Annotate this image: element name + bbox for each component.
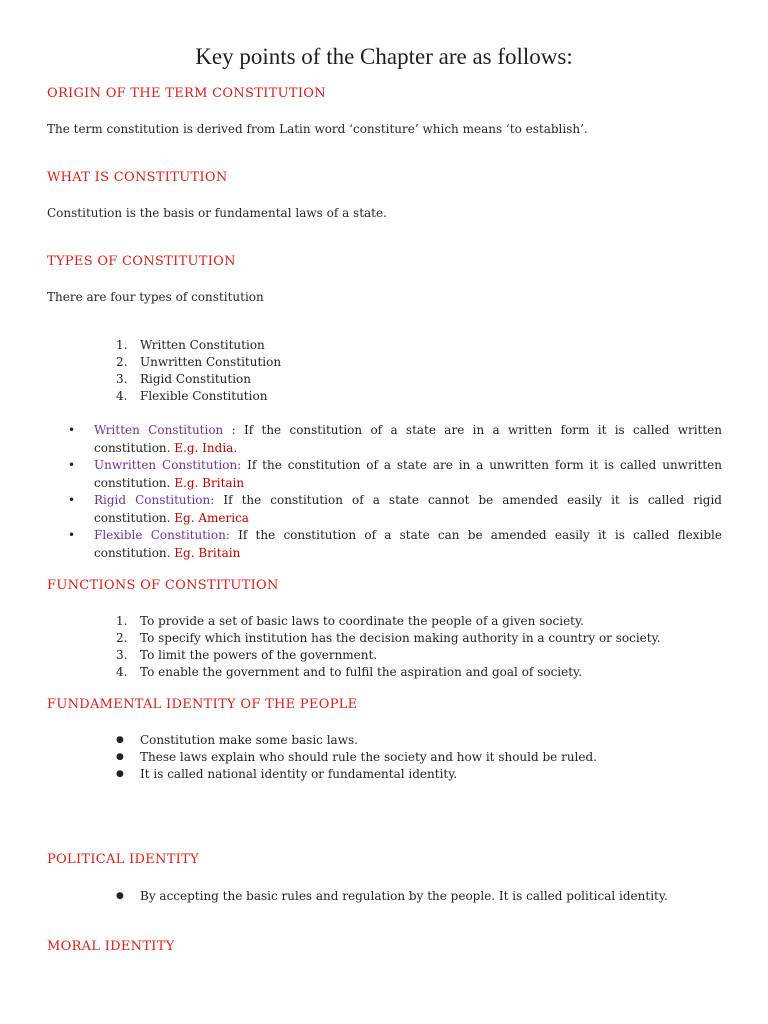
term-description: If the constitution of a state can be amended easily it is called flexible constitution.	[94, 528, 722, 560]
heading-what-is: WHAT IS CONSTITUTION	[47, 170, 228, 185]
heading-fundamental-identity: FUNDAMENTAL IDENTITY OF THE PEOPLE	[47, 697, 358, 712]
fundamental-identity-list	[116, 732, 597, 783]
list-item-text: Written Constitution	[140, 338, 265, 352]
list-item-text: Rigid Constitution	[140, 372, 252, 386]
page-title: Key points of the Chapter are as follows:	[195, 44, 573, 69]
heading-political-identity: POLITICAL IDENTITY	[47, 852, 199, 867]
list-item-text: To limit the powers of the government.	[140, 648, 378, 662]
example-label: Eg. Britain	[174, 545, 241, 560]
list-item	[116, 354, 281, 371]
list-item	[66, 492, 722, 527]
list-item	[116, 888, 668, 905]
list-item	[116, 388, 281, 405]
list-item-text: Constitution make some basic laws.	[140, 733, 358, 747]
list-item	[116, 766, 597, 783]
list-item	[116, 613, 661, 630]
list-item-text: To provide a set of basic laws to coordinate the people of a given society.	[140, 614, 584, 628]
political-identity-list	[116, 888, 668, 905]
types-list	[116, 337, 281, 405]
list-item-text: It is called national identity or fundamental identity.	[140, 767, 458, 781]
bullet-dot-icon: •	[68, 493, 76, 507]
list-number: 1.	[116, 338, 128, 352]
list-item	[66, 457, 722, 492]
term-separator	[230, 528, 238, 542]
list-number: 2.	[116, 355, 128, 369]
term-separator	[214, 493, 223, 507]
list-number: 4.	[116, 389, 128, 403]
list-number: 2.	[116, 631, 128, 645]
list-item	[66, 422, 722, 457]
bullet-dot-icon: ●	[116, 735, 124, 745]
list-item-text: Flexible Constitution	[140, 389, 268, 403]
list-number: 3.	[116, 648, 128, 662]
list-item	[116, 647, 661, 664]
list-item-text: To specify which institution has the decision making authority in a country or society.	[140, 631, 661, 645]
paragraph-types-intro: There are four types of constitution	[47, 290, 264, 304]
term-label: Rigid Constitution:	[94, 493, 215, 507]
bullet-dot-icon: ●	[116, 769, 124, 779]
bullet-dot-icon: •	[68, 458, 76, 472]
term-label: Unwritten Constitution:	[94, 458, 242, 472]
types-details-list	[66, 422, 722, 562]
list-item	[116, 749, 597, 766]
term-separator: :	[223, 423, 244, 437]
example-label: E.g. Britain	[174, 475, 245, 490]
bullet-dot-icon: ●	[116, 752, 124, 762]
heading-functions: FUNCTIONS OF CONSTITUTION	[47, 578, 279, 593]
list-item	[116, 371, 281, 388]
term-description: If the constitution of a state are in a unwritten form it is called unwritten constitution.	[94, 458, 722, 490]
paragraph-what-is: Constitution is the basis or fundamental laws of a state.	[47, 206, 387, 220]
list-item-text: Unwritten Constitution	[140, 355, 282, 369]
example-label: Eg. America	[174, 510, 249, 525]
list-item	[66, 527, 722, 562]
functions-list	[116, 613, 661, 681]
example-label: E.g. India.	[174, 440, 238, 455]
paragraph-origin: The term constitution is derived from Latin word ‘constiture’ which means ‘to establish’.	[47, 122, 588, 136]
bullet-dot-icon: •	[68, 423, 76, 437]
term-description: If the constitution of a state cannot be amended easily it is called rigid constitution.	[94, 493, 722, 525]
heading-moral-identity: MORAL IDENTITY	[47, 939, 175, 954]
heading-origin: ORIGIN OF THE TERM CONSTITUTION	[47, 86, 326, 101]
heading-types: TYPES OF CONSTITUTION	[47, 254, 236, 269]
list-number: 3.	[116, 372, 128, 386]
bullet-dot-icon: •	[68, 528, 76, 542]
term-label: Flexible Constitution:	[94, 528, 230, 542]
list-item	[116, 732, 597, 749]
list-item-text: To enable the government and to fulfil the aspiration and goal of society.	[140, 665, 583, 679]
bullet-dot-icon: ●	[116, 891, 124, 901]
list-number: 4.	[116, 665, 128, 679]
list-item-text: By accepting the basic rules and regulation by the people. It is called political identity.	[140, 889, 668, 903]
list-item	[116, 664, 661, 681]
list-item-text: These laws explain who should rule the society and how it should be ruled.	[140, 750, 597, 764]
list-item	[116, 337, 281, 354]
list-item	[116, 630, 661, 647]
term-label: Written Constitution	[94, 423, 224, 437]
term-description: If the constitution of a state are in a written form it is called written constitution.	[94, 423, 723, 455]
list-number: 1.	[116, 614, 128, 628]
